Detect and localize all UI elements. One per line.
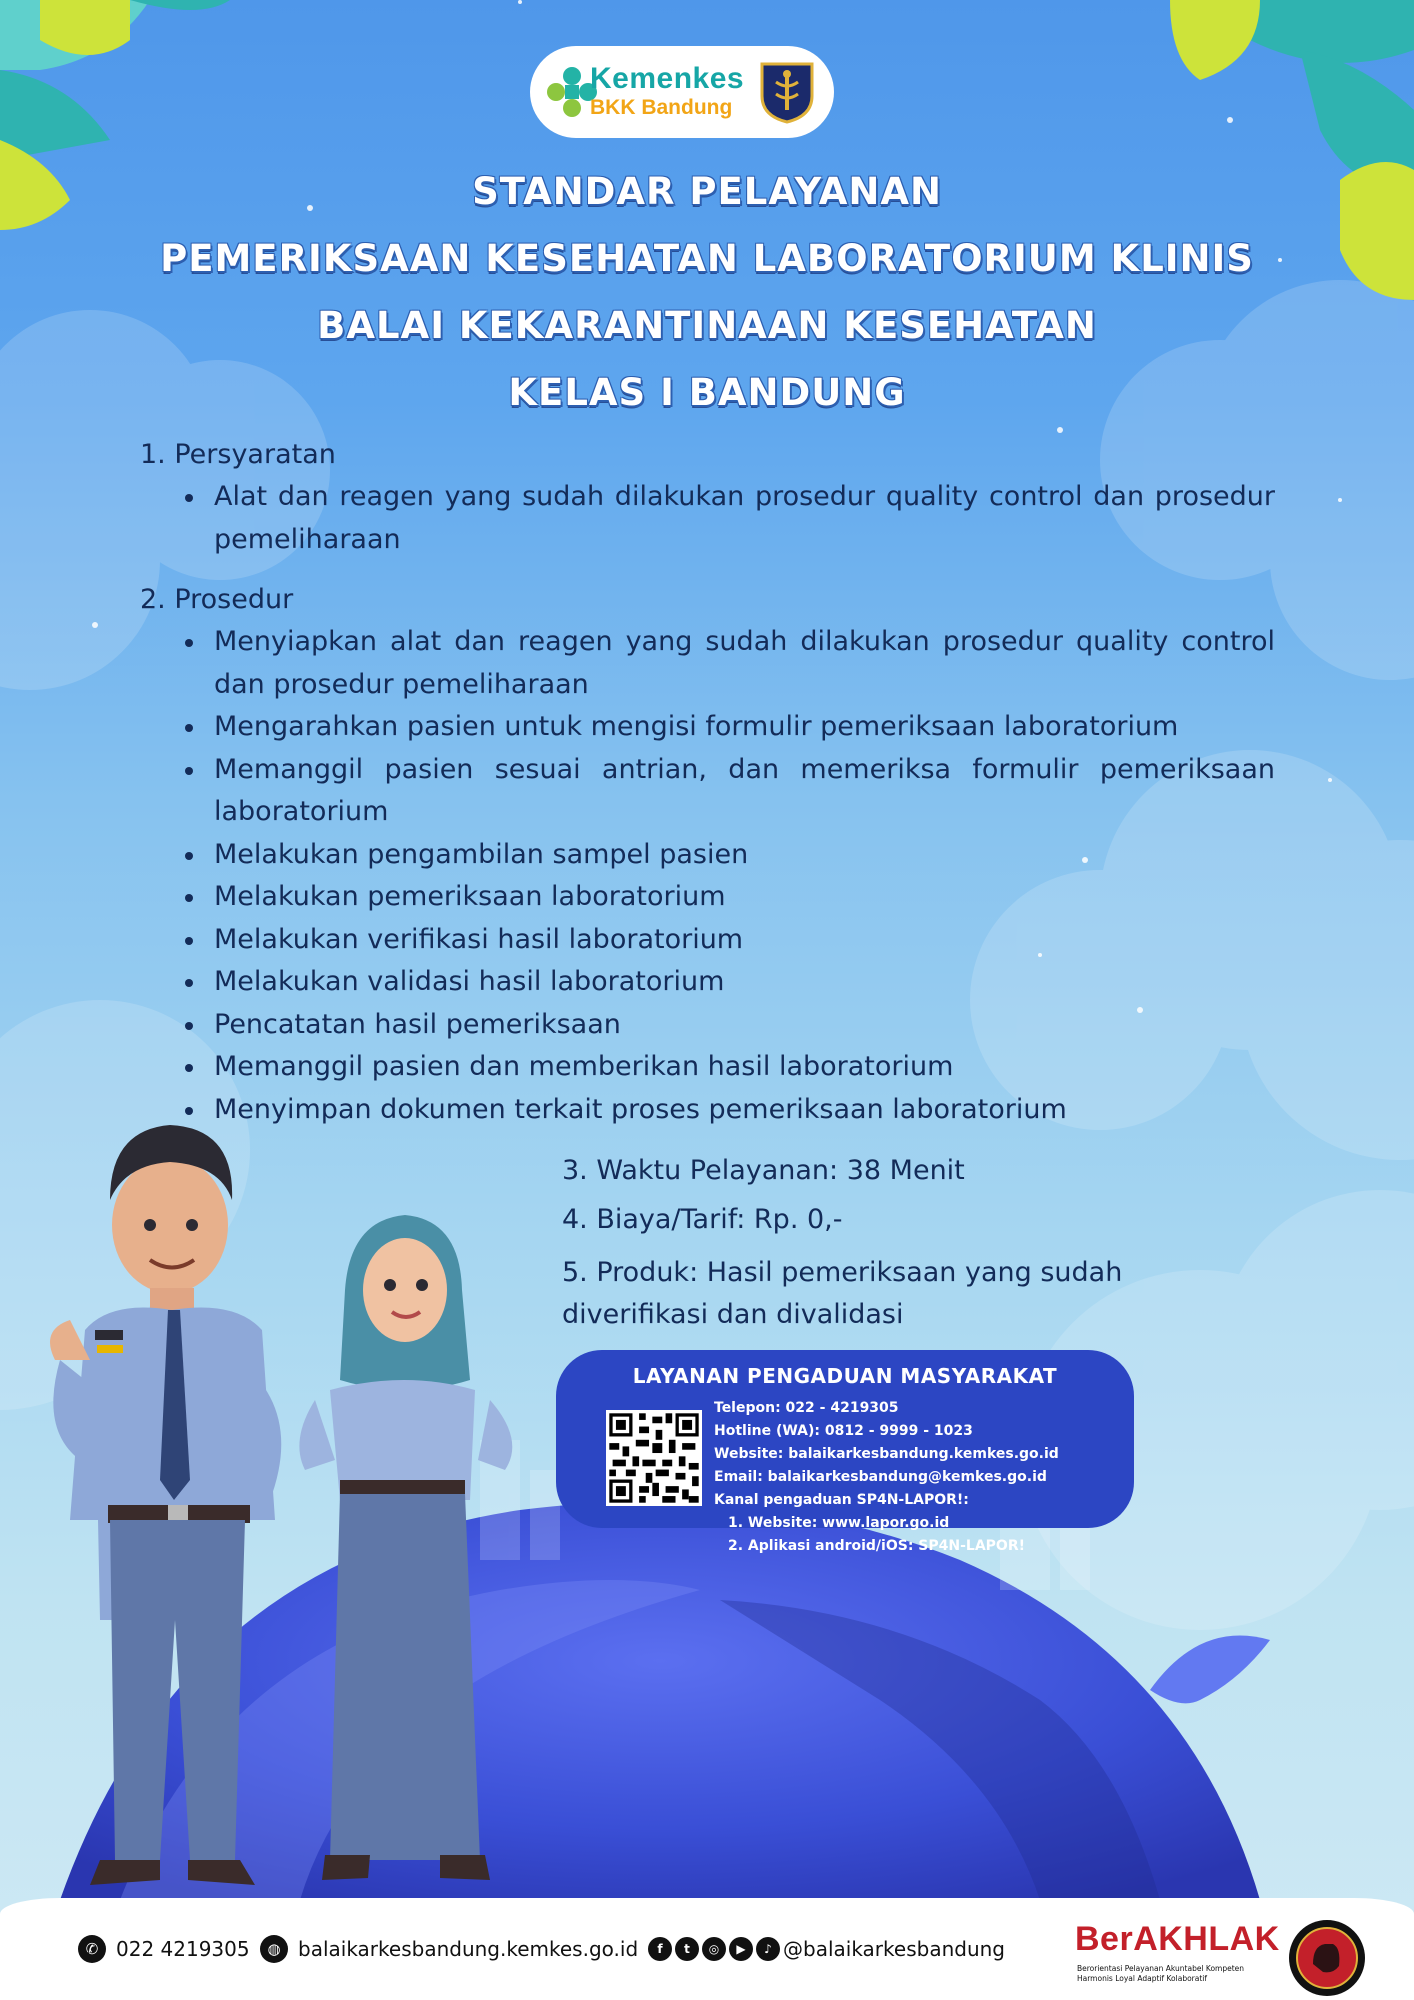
produk-line-1: 5. Produk: Hasil pemeriksaan yang sudah <box>562 1257 1123 1288</box>
logo-unit-text: BKK Bandung <box>590 96 733 119</box>
berakhlak-tagline: Berorientasi Pelayanan Akuntabel Kompeten Harmonis Loyal Adaptif Kolaboratif <box>1077 1964 1245 1983</box>
berakhlak-logo <box>1075 1918 1395 1996</box>
twitter-icon[interactable]: t <box>675 1937 699 1961</box>
footer-social-handle: @balaikarkesbandung <box>783 1937 1005 1961</box>
facebook-icon[interactable]: f <box>648 1937 672 1961</box>
tiktok-icon[interactable]: ♪ <box>756 1937 780 1961</box>
list-item: Menyiapkan alat dan reagen yang sudah dilakukan prosedur quality control dan prosedur pemeliharaan <box>140 621 1275 706</box>
globe-icon: ◍ <box>260 1935 288 1963</box>
prosedur-heading: 2. Prosedur <box>140 584 294 615</box>
list-item: Alat dan reagen yang sudah dilakukan prosedur quality control dan prosedur pemeliharaan <box>140 476 1275 561</box>
title-line-3: BALAI KEKARANTINAAN KESEHATAN <box>317 304 1097 347</box>
logo-badge <box>530 46 834 138</box>
list-item: Pencatatan hasil pemeriksaan <box>140 1004 1275 1047</box>
service-standard-content <box>140 434 1275 1131</box>
complaint-title: LAYANAN PENGADUAN MASYARAKAT <box>632 1364 1058 1388</box>
footer-social[interactable] <box>648 1934 1005 1964</box>
bkk-emblem-icon <box>756 60 818 124</box>
complaint-service-box <box>556 1350 1134 1554</box>
complaint-email[interactable]: Email: balaikarkesbandung@kemkes.go.id <box>714 1469 1047 1485</box>
waktu-text: 3. Waktu Pelayanan: 38 Menit <box>562 1155 965 1186</box>
complaint-channel: Kanal pengaduan SP4N-LAPOR!: <box>714 1492 969 1508</box>
complaint-contacts <box>714 1397 1059 1558</box>
produk-line-2: diverifikasi dan divalidasi <box>562 1299 904 1330</box>
bkk-seal-icon <box>1287 1918 1367 1998</box>
produk <box>562 1252 1202 1336</box>
qr-code-icon[interactable] <box>606 1410 702 1506</box>
berakhlak-title: BerAKHLAK <box>1075 1920 1280 1958</box>
list-item: Memanggil pasien sesuai antrian, dan memeriksa formulir pemeriksaan laboratorium <box>140 749 1275 834</box>
list-item: Melakukan verifikasi hasil laboratorium <box>140 919 1275 962</box>
poster-title <box>0 158 1414 426</box>
waktu-pelayanan <box>562 1150 1202 1192</box>
complaint-website[interactable]: Website: balaikarkesbandung.kemkes.go.id <box>714 1446 1059 1462</box>
phone-icon: ✆ <box>78 1935 106 1963</box>
persyaratan-heading: 1. Persyaratan <box>140 439 336 470</box>
list-item: Melakukan pengambilan sampel pasien <box>140 834 1275 877</box>
biaya-text: 4. Biaya/Tarif: Rp. 0,- <box>562 1204 843 1235</box>
complaint-channel-website[interactable]: 1. Website: www.lapor.go.id <box>728 1515 950 1531</box>
list-item: Menyimpan dokumen terkait proses pemeriksaan laboratorium <box>140 1089 1275 1132</box>
complaint-hotline: Hotline (WA): 0812 - 9999 - 1023 <box>714 1423 973 1439</box>
logo-brand-text: Kemenkes <box>590 62 745 95</box>
footer-phone[interactable] <box>78 1934 250 1964</box>
list-item: Melakukan validasi hasil laboratorium <box>140 961 1275 1004</box>
persyaratan-list <box>140 476 1275 561</box>
title-line-1: STANDAR PELAYANAN <box>472 170 942 213</box>
footer-website[interactable] <box>260 1934 638 1964</box>
title-line-2: PEMERIKSAAN KESEHATAN LABORATORIUM KLINIS <box>160 237 1254 280</box>
biaya-tarif <box>562 1199 1202 1241</box>
complaint-channel-app: 2. Aplikasi android/iOS: SP4N-LAPOR! <box>728 1538 1025 1554</box>
footer-bar <box>0 1898 1414 2000</box>
footer-website-text: balaikarkesbandung.kemkes.go.id <box>298 1937 639 1961</box>
list-item: Melakukan pemeriksaan laboratorium <box>140 876 1275 919</box>
youtube-icon[interactable]: ▶ <box>729 1937 753 1961</box>
complaint-phone: Telepon: 022 - 4219305 <box>714 1400 899 1416</box>
prosedur-list <box>140 621 1275 1131</box>
footer-phone-text: 022 4219305 <box>116 1937 250 1961</box>
list-item: Memanggil pasien dan memberikan hasil laboratorium <box>140 1046 1275 1089</box>
list-item: Mengarahkan pasien untuk mengisi formulir pemeriksaan laboratorium <box>140 706 1275 749</box>
title-line-4: KELAS I BANDUNG <box>508 371 906 414</box>
instagram-icon[interactable]: ◎ <box>702 1937 726 1961</box>
